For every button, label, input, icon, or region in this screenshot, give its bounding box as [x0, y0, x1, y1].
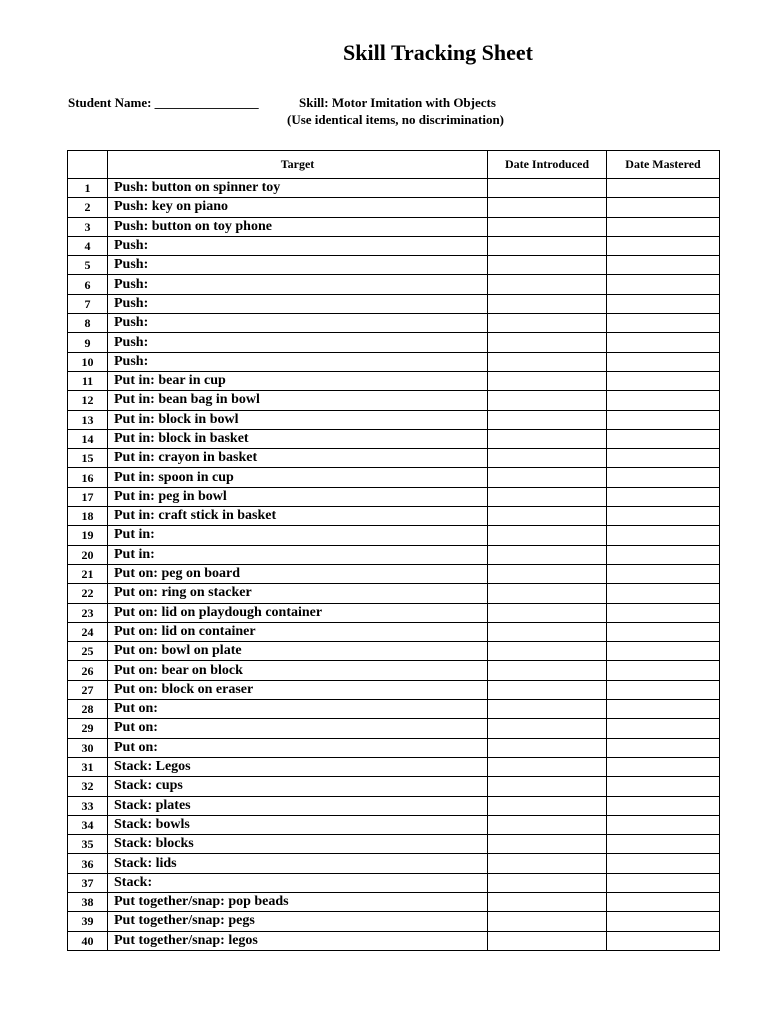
- table-row: [68, 584, 720, 603]
- table-row: [68, 429, 720, 448]
- row-number: 25: [68, 642, 108, 661]
- date-introduced-cell[interactable]: [488, 275, 607, 294]
- date-mastered-cell[interactable]: [607, 449, 720, 468]
- table-row: [68, 796, 720, 815]
- date-mastered-cell[interactable]: [607, 371, 720, 390]
- row-number: 9: [68, 333, 108, 352]
- date-introduced-cell[interactable]: [488, 680, 607, 699]
- row-number: 8: [68, 314, 108, 333]
- date-mastered-cell[interactable]: [607, 314, 720, 333]
- row-number: 35: [68, 835, 108, 854]
- target-cell: Put in: peg in bowl: [108, 487, 488, 506]
- table-row: [68, 622, 720, 641]
- date-mastered-cell[interactable]: [607, 815, 720, 834]
- row-number: 32: [68, 777, 108, 796]
- date-mastered-cell[interactable]: [607, 622, 720, 641]
- target-cell: Put together/snap: legos: [108, 931, 488, 950]
- table-row: [68, 507, 720, 526]
- date-mastered-cell[interactable]: [607, 487, 720, 506]
- target-cell: Push: button on spinner toy: [108, 179, 488, 198]
- row-number: 33: [68, 796, 108, 815]
- date-introduced-cell[interactable]: [488, 487, 607, 506]
- date-mastered-cell[interactable]: [607, 661, 720, 680]
- table-row: [68, 873, 720, 892]
- date-introduced-cell[interactable]: [488, 198, 607, 217]
- date-mastered-cell[interactable]: [607, 217, 720, 236]
- date-introduced-cell[interactable]: [488, 314, 607, 333]
- target-cell: Put on:: [108, 700, 488, 719]
- target-cell: Stack: plates: [108, 796, 488, 815]
- row-number: 12: [68, 391, 108, 410]
- row-number: 21: [68, 564, 108, 583]
- table-row: [68, 526, 720, 545]
- page-title: Skill Tracking Sheet: [343, 40, 533, 65]
- table-row: [68, 333, 720, 352]
- row-number: 26: [68, 661, 108, 680]
- date-mastered-cell[interactable]: [607, 912, 720, 931]
- date-mastered-cell[interactable]: [607, 854, 720, 873]
- table-row: [68, 256, 720, 275]
- date-mastered-cell[interactable]: [607, 507, 720, 526]
- date-introduced-cell[interactable]: [488, 777, 607, 796]
- row-number: 27: [68, 680, 108, 699]
- date-introduced-cell[interactable]: [488, 931, 607, 950]
- date-introduced-cell[interactable]: [488, 352, 607, 371]
- table-row: [68, 912, 720, 931]
- target-cell: Put in: crayon in basket: [108, 449, 488, 468]
- row-number: 29: [68, 719, 108, 738]
- date-introduced-cell[interactable]: [488, 468, 607, 487]
- table-row: [68, 777, 720, 796]
- row-number: 28: [68, 700, 108, 719]
- table-row: [68, 410, 720, 429]
- target-cell: Stack:: [108, 873, 488, 892]
- date-mastered-cell[interactable]: [607, 757, 720, 776]
- target-cell: Push:: [108, 256, 488, 275]
- date-mastered-cell[interactable]: [607, 352, 720, 371]
- date-mastered-cell[interactable]: [607, 642, 720, 661]
- date-introduced-cell[interactable]: [488, 700, 607, 719]
- row-number: 4: [68, 236, 108, 255]
- row-number: 37: [68, 873, 108, 892]
- target-cell: Push:: [108, 352, 488, 371]
- date-introduced-cell[interactable]: [488, 449, 607, 468]
- date-introduced-cell[interactable]: [488, 661, 607, 680]
- table-row: [68, 642, 720, 661]
- row-number: 3: [68, 217, 108, 236]
- target-cell: Push: key on piano: [108, 198, 488, 217]
- row-number: 16: [68, 468, 108, 487]
- target-cell: Put on: bowl on plate: [108, 642, 488, 661]
- table-row: [68, 835, 720, 854]
- date-introduced-cell[interactable]: [488, 429, 607, 448]
- date-mastered-cell[interactable]: [607, 777, 720, 796]
- row-number: 18: [68, 507, 108, 526]
- row-number: 2: [68, 198, 108, 217]
- target-cell: Stack: lids: [108, 854, 488, 873]
- target-cell: Put in:: [108, 545, 488, 564]
- date-mastered-cell[interactable]: [607, 179, 720, 198]
- target-cell: Put on: ring on stacker: [108, 584, 488, 603]
- table-row: [68, 661, 720, 680]
- table-row: [68, 468, 720, 487]
- row-number: 6: [68, 275, 108, 294]
- target-cell: Put together/snap: pop beads: [108, 892, 488, 911]
- table-row: [68, 314, 720, 333]
- table-row: [68, 217, 720, 236]
- row-number: 39: [68, 912, 108, 931]
- table-row: [68, 391, 720, 410]
- date-mastered-cell[interactable]: [607, 256, 720, 275]
- date-mastered-cell[interactable]: [607, 680, 720, 699]
- table-header-row: [68, 151, 720, 179]
- date-mastered-cell[interactable]: [607, 835, 720, 854]
- date-introduced-cell[interactable]: [488, 256, 607, 275]
- date-mastered-cell[interactable]: [607, 700, 720, 719]
- date-mastered-cell[interactable]: [607, 873, 720, 892]
- table-row: [68, 371, 720, 390]
- row-number: 5: [68, 256, 108, 275]
- skill-label: Skill: Motor Imitation with Objects: [299, 95, 496, 110]
- date-mastered-cell[interactable]: [607, 738, 720, 757]
- row-number: 23: [68, 603, 108, 622]
- table-row: [68, 931, 720, 950]
- date-introduced-cell[interactable]: [488, 236, 607, 255]
- date-mastered-cell[interactable]: [607, 468, 720, 487]
- skill-note: (Use identical items, no discrimination): [287, 112, 505, 127]
- row-number: 22: [68, 584, 108, 603]
- table-row: [68, 198, 720, 217]
- table-row: [68, 564, 720, 583]
- table-row: [68, 179, 720, 198]
- date-mastered-cell[interactable]: [607, 391, 720, 410]
- table-row: [68, 680, 720, 699]
- row-number: 31: [68, 757, 108, 776]
- date-introduced-cell[interactable]: [488, 526, 607, 545]
- table-row: [68, 449, 720, 468]
- date-introduced-cell[interactable]: [488, 912, 607, 931]
- row-number: 36: [68, 854, 108, 873]
- date-introduced-cell[interactable]: [488, 796, 607, 815]
- date-mastered-cell[interactable]: [607, 892, 720, 911]
- number-header: [68, 151, 108, 179]
- target-cell: Push:: [108, 294, 488, 313]
- date-introduced-cell[interactable]: [488, 835, 607, 854]
- skill-tracking-table: [67, 150, 720, 951]
- target-cell: Put in: craft stick in basket: [108, 507, 488, 526]
- target-cell: Put on:: [108, 719, 488, 738]
- date-introduced-cell[interactable]: [488, 391, 607, 410]
- table-row: [68, 545, 720, 564]
- date-introduced-cell[interactable]: [488, 507, 607, 526]
- row-number: 10: [68, 352, 108, 371]
- date-introduced-cell[interactable]: [488, 371, 607, 390]
- table-row: [68, 854, 720, 873]
- date-mastered-cell[interactable]: [607, 275, 720, 294]
- date-mastered-cell[interactable]: [607, 294, 720, 313]
- table-row: [68, 757, 720, 776]
- table-row: [68, 719, 720, 738]
- table-row: [68, 603, 720, 622]
- date-introduced-cell[interactable]: [488, 410, 607, 429]
- target-cell: Put in:: [108, 526, 488, 545]
- date-mastered-cell[interactable]: [607, 236, 720, 255]
- target-cell: Put in: spoon in cup: [108, 468, 488, 487]
- target-cell: Push:: [108, 333, 488, 352]
- row-number: 17: [68, 487, 108, 506]
- date-introduced-cell[interactable]: [488, 815, 607, 834]
- table-row: [68, 700, 720, 719]
- date-mastered-cell[interactable]: [607, 564, 720, 583]
- target-cell: Put on: lid on playdough container: [108, 603, 488, 622]
- date-introduced-cell[interactable]: [488, 892, 607, 911]
- target-cell: Put in: bean bag in bowl: [108, 391, 488, 410]
- row-number: 40: [68, 931, 108, 950]
- target-cell: Put on: peg on board: [108, 564, 488, 583]
- target-cell: Put in: block in basket: [108, 429, 488, 448]
- target-cell: Put on: bear on block: [108, 661, 488, 680]
- target-header: Target: [108, 151, 488, 179]
- date-mastered-cell[interactable]: [607, 603, 720, 622]
- table-row: [68, 738, 720, 757]
- date-introduced-cell[interactable]: [488, 622, 607, 641]
- target-cell: Put on:: [108, 738, 488, 757]
- row-number: 20: [68, 545, 108, 564]
- row-number: 34: [68, 815, 108, 834]
- date-mastered-cell[interactable]: [607, 410, 720, 429]
- date-mastered-header: Date Mastered: [607, 151, 720, 179]
- date-introduced-cell[interactable]: [488, 873, 607, 892]
- row-number: 13: [68, 410, 108, 429]
- date-mastered-cell[interactable]: [607, 198, 720, 217]
- table-row: [68, 892, 720, 911]
- row-number: 30: [68, 738, 108, 757]
- target-cell: Push:: [108, 275, 488, 294]
- target-cell: Put in: block in bowl: [108, 410, 488, 429]
- row-number: 24: [68, 622, 108, 641]
- date-mastered-cell[interactable]: [607, 333, 720, 352]
- table-row: [68, 352, 720, 371]
- date-introduced-cell[interactable]: [488, 584, 607, 603]
- table-row: [68, 236, 720, 255]
- date-introduced-cell[interactable]: [488, 603, 607, 622]
- row-number: 11: [68, 371, 108, 390]
- date-introduced-cell[interactable]: [488, 642, 607, 661]
- date-introduced-cell[interactable]: [488, 545, 607, 564]
- date-introduced-cell[interactable]: [488, 719, 607, 738]
- target-cell: Push:: [108, 236, 488, 255]
- target-cell: Stack: cups: [108, 777, 488, 796]
- table-row: [68, 275, 720, 294]
- date-mastered-cell[interactable]: [607, 931, 720, 950]
- target-cell: Push:: [108, 314, 488, 333]
- target-cell: Put on: block on eraser: [108, 680, 488, 699]
- target-cell: Stack: bowls: [108, 815, 488, 834]
- row-number: 7: [68, 294, 108, 313]
- date-mastered-cell[interactable]: [607, 719, 720, 738]
- target-cell: Put on: lid on container: [108, 622, 488, 641]
- date-introduced-cell[interactable]: [488, 333, 607, 352]
- date-introduced-cell[interactable]: [488, 179, 607, 198]
- row-number: 14: [68, 429, 108, 448]
- row-number: 1: [68, 179, 108, 198]
- row-number: 38: [68, 892, 108, 911]
- date-introduced-cell[interactable]: [488, 738, 607, 757]
- date-introduced-cell[interactable]: [488, 294, 607, 313]
- date-introduced-cell[interactable]: [488, 217, 607, 236]
- table-row: [68, 294, 720, 313]
- date-mastered-cell[interactable]: [607, 584, 720, 603]
- date-mastered-cell[interactable]: [607, 526, 720, 545]
- date-mastered-cell[interactable]: [607, 545, 720, 564]
- target-cell: Put in: bear in cup: [108, 371, 488, 390]
- target-cell: Put together/snap: pegs: [108, 912, 488, 931]
- student-name-label: Student Name: ________________: [68, 95, 259, 110]
- table-row: [68, 487, 720, 506]
- target-cell: Stack: blocks: [108, 835, 488, 854]
- date-mastered-cell[interactable]: [607, 796, 720, 815]
- date-introduced-header: Date Introduced: [488, 151, 607, 179]
- date-introduced-cell[interactable]: [488, 564, 607, 583]
- date-introduced-cell[interactable]: [488, 757, 607, 776]
- target-cell: Push: button on toy phone: [108, 217, 488, 236]
- date-introduced-cell[interactable]: [488, 854, 607, 873]
- row-number: 15: [68, 449, 108, 468]
- table-row: [68, 815, 720, 834]
- date-mastered-cell[interactable]: [607, 429, 720, 448]
- target-cell: Stack: Legos: [108, 757, 488, 776]
- row-number: 19: [68, 526, 108, 545]
